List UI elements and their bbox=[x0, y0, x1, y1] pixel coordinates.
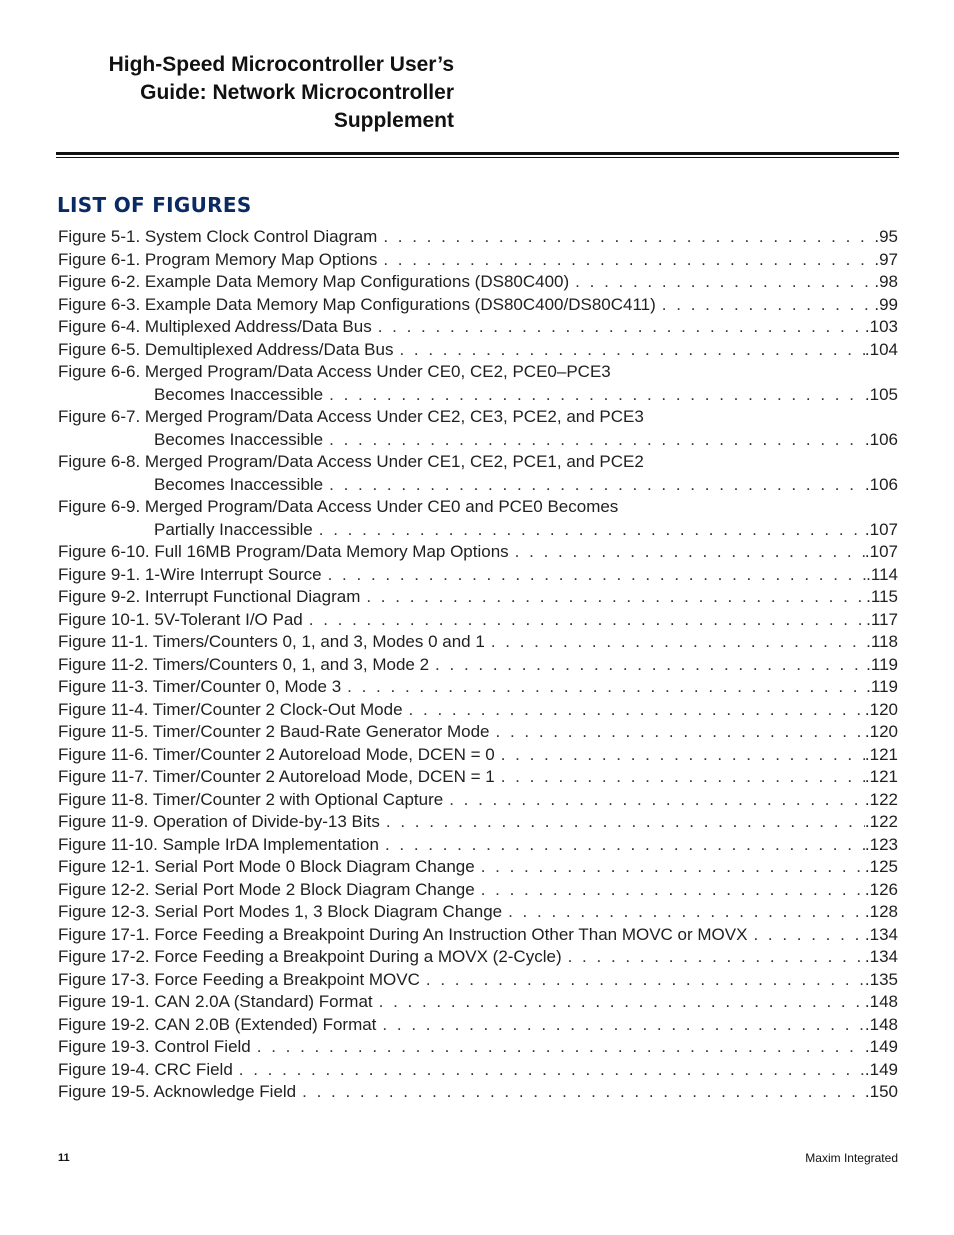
toc-entry[interactable] bbox=[58, 1014, 898, 1037]
toc-entry-text: Figure 19-3. Control Field bbox=[58, 1037, 251, 1056]
toc-entry-line bbox=[58, 541, 898, 564]
dot-leader bbox=[515, 541, 865, 564]
toc-entry-page: .95 bbox=[874, 227, 898, 246]
toc-entry-page: .122 bbox=[864, 812, 898, 831]
dot-leader bbox=[409, 699, 865, 722]
toc-entry-page: .126 bbox=[864, 879, 898, 899]
toc-entry-page: .125 bbox=[864, 857, 898, 876]
toc-entry-line bbox=[58, 519, 898, 542]
toc-entry-text: Figure 19-2. CAN 2.0B (Extended) Format bbox=[58, 1014, 377, 1034]
toc-entry-text: Partially Inaccessible bbox=[154, 519, 313, 539]
dot-leader bbox=[481, 856, 865, 879]
toc-entry-line bbox=[58, 316, 898, 339]
footer-page-number: 11 bbox=[58, 1152, 70, 1164]
toc-entry-text: Figure 6-1. Program Memory Map Options bbox=[58, 249, 378, 269]
toc-entry-page: .119 bbox=[866, 654, 898, 674]
toc-entry-line bbox=[58, 654, 898, 677]
dot-leader bbox=[399, 339, 864, 362]
dot-leader bbox=[319, 519, 865, 542]
toc-entry-text: Figure 11-1. Timers/Counters 0, 1, and 3, Modes 0 and 1 bbox=[58, 632, 485, 651]
toc-entry-page: .135 bbox=[864, 969, 898, 989]
toc-entry-text: Figure 19-1. CAN 2.0A (Standard) Format bbox=[58, 992, 373, 1011]
toc-entry-text: Figure 9-2. Interrupt Functional Diagram bbox=[58, 587, 361, 606]
toc-entry-page: .117 bbox=[866, 609, 898, 629]
section-heading: LIST OF FIGURES bbox=[57, 193, 252, 217]
toc-entry[interactable] bbox=[58, 1036, 898, 1059]
toc-entry-line bbox=[58, 1014, 898, 1037]
toc-entry-page: .134 bbox=[864, 947, 898, 966]
toc-entry-line bbox=[58, 249, 898, 272]
toc-entry-text: Figure 12-2. Serial Port Mode 2 Block Diagram Change bbox=[58, 879, 475, 899]
toc-entry-text: Figure 11-2. Timers/Counters 0, 1, and 3, Mode 2 bbox=[58, 654, 430, 674]
toc-entry[interactable] bbox=[58, 766, 898, 789]
toc-entry[interactable] bbox=[58, 451, 898, 496]
toc-entry-text: Figure 11-9. Operation of Divide-by-13 Bits bbox=[58, 812, 380, 831]
toc-entry-page: .120 bbox=[864, 699, 898, 719]
toc-entry-line bbox=[58, 384, 898, 407]
toc-entry-text: Figure 17-2. Force Feeding a Breakpoint During a MOVX (2-Cycle) bbox=[58, 947, 562, 966]
toc-entry[interactable] bbox=[58, 991, 898, 1014]
toc-entry-line bbox=[58, 631, 898, 654]
toc-entry-page: .118 bbox=[866, 632, 898, 651]
toc-entry-line bbox=[58, 609, 898, 632]
toc-entry-page: .105 bbox=[864, 384, 898, 404]
toc-entry-page: .148 bbox=[864, 1014, 898, 1034]
toc-entry[interactable] bbox=[58, 339, 898, 362]
toc-entry-text: Figure 11-6. Timer/Counter 2 Autoreload Mode, DCEN = 0 bbox=[58, 744, 495, 764]
dot-leader bbox=[385, 834, 865, 857]
toc-entry-line bbox=[58, 946, 898, 969]
toc-entry-page: .106 bbox=[864, 474, 898, 494]
toc-entry[interactable] bbox=[58, 901, 898, 924]
dot-leader bbox=[309, 609, 866, 632]
toc-entry-text: Figure 19-5. Acknowledge Field bbox=[58, 1082, 297, 1101]
toc-entry-text: Figure 17-1. Force Feeding a Breakpoint During An Instruction Other Than MOVC or MOVX bbox=[58, 924, 748, 944]
header-rule-thin bbox=[56, 157, 899, 158]
toc-entry-line bbox=[58, 294, 898, 317]
toc-entry-page: .99 bbox=[874, 294, 898, 314]
toc-entry-line bbox=[58, 834, 898, 857]
toc-entry-text: Figure 12-3. Serial Port Modes 1, 3 Block Diagram Change bbox=[58, 902, 503, 921]
toc-entry-line bbox=[58, 1059, 898, 1082]
toc-entry[interactable] bbox=[58, 541, 898, 564]
document-title-line: Supplement bbox=[333, 109, 454, 132]
toc-entry-text: Figure 17-3. Force Feeding a Breakpoint MOVC bbox=[58, 969, 420, 989]
toc-entry-line bbox=[58, 564, 898, 587]
toc-entry-text: Figure 6-3. Example Data Memory Map Configurations (DS80C400/DS80C411) bbox=[58, 294, 656, 314]
toc-entry[interactable] bbox=[58, 744, 898, 767]
toc-entry[interactable] bbox=[58, 699, 898, 722]
dot-leader bbox=[378, 316, 865, 339]
dot-leader bbox=[302, 1081, 865, 1104]
toc-entry[interactable] bbox=[58, 969, 898, 992]
toc-entry-text: Becomes Inaccessible bbox=[154, 384, 324, 404]
toc-entry-text: Becomes Inaccessible bbox=[154, 429, 324, 449]
toc-entry-text: Figure 19-4. CRC Field bbox=[58, 1059, 233, 1079]
dot-leader bbox=[379, 991, 865, 1014]
toc-entry-page: .149 bbox=[864, 1037, 898, 1056]
toc-entry[interactable] bbox=[58, 406, 898, 451]
dot-leader bbox=[662, 294, 875, 317]
toc-entry-page: .107 bbox=[864, 519, 898, 539]
dot-leader bbox=[508, 901, 865, 924]
toc-entry-line bbox=[58, 924, 898, 947]
dot-leader bbox=[383, 226, 874, 249]
toc-entry[interactable] bbox=[58, 294, 898, 317]
dot-leader bbox=[329, 384, 865, 407]
toc-entry-text: Figure 12-1. Serial Port Mode 0 Block Diagram Change bbox=[58, 857, 475, 876]
toc-entry-text: Figure 6-4. Multiplexed Address/Data Bus bbox=[58, 317, 372, 336]
dot-leader bbox=[347, 676, 866, 699]
dot-leader bbox=[501, 766, 865, 789]
dot-leader bbox=[383, 249, 874, 272]
document-title-line: Guide: Network Microcontroller bbox=[140, 81, 454, 104]
toc-entry-line bbox=[58, 429, 898, 452]
toc-entry-line bbox=[58, 226, 898, 249]
toc-entry-line bbox=[58, 721, 898, 744]
dot-leader bbox=[496, 721, 865, 744]
toc-entry-text: Figure 5-1. System Clock Control Diagram bbox=[58, 227, 378, 246]
toc-entry-line bbox=[58, 901, 898, 924]
dot-leader bbox=[575, 271, 874, 294]
list-of-figures bbox=[58, 226, 898, 1104]
dot-leader bbox=[481, 879, 865, 902]
toc-entry[interactable] bbox=[58, 316, 898, 339]
toc-entry-text: Figure 6-2. Example Data Memory Map Configurations (DS80C400) bbox=[58, 272, 570, 291]
toc-entry[interactable] bbox=[58, 249, 898, 272]
toc-entry-page: .121 bbox=[864, 744, 898, 764]
toc-entry-page: .104 bbox=[864, 339, 898, 359]
toc-entry-line bbox=[58, 271, 898, 294]
toc-entry-page: .103 bbox=[864, 317, 898, 336]
toc-entry-text: Figure 6-10. Full 16MB Program/Data Memory Map Options bbox=[58, 542, 509, 561]
dot-leader bbox=[753, 924, 864, 947]
toc-entry[interactable] bbox=[58, 226, 898, 249]
toc-entry-text: Figure 11-10. Sample IrDA Implementation bbox=[58, 834, 379, 854]
toc-entry-page: .115 bbox=[866, 587, 898, 606]
toc-entry-page: .121 bbox=[864, 767, 898, 786]
toc-entry-text: Figure 9-1. 1-Wire Interrupt Source bbox=[58, 564, 322, 584]
toc-entry[interactable] bbox=[58, 721, 898, 744]
toc-entry-line bbox=[58, 1081, 898, 1104]
toc-entry[interactable] bbox=[58, 856, 898, 879]
dot-leader bbox=[386, 811, 865, 834]
toc-entry-text: Figure 11-7. Timer/Counter 2 Autoreload Mode, DCEN = 1 bbox=[58, 767, 495, 786]
toc-entry-text: Figure 6-8. Merged Program/Data Access Under CE1, CE2, PCE1, and PCE2 bbox=[58, 452, 644, 471]
document-title-line: High-Speed Microcontroller User’s bbox=[108, 53, 454, 76]
toc-entry-line bbox=[58, 766, 898, 789]
document-title bbox=[56, 51, 454, 135]
toc-entry-text: Figure 11-3. Timer/Counter 0, Mode 3 bbox=[58, 677, 342, 696]
toc-entry[interactable] bbox=[58, 924, 898, 947]
dot-leader bbox=[329, 429, 865, 452]
toc-entry-page: .119 bbox=[866, 677, 898, 696]
toc-entry-page: .97 bbox=[874, 249, 898, 269]
toc-entry[interactable] bbox=[58, 1081, 898, 1104]
dot-leader bbox=[426, 969, 865, 992]
toc-entry-line bbox=[58, 586, 898, 609]
toc-entry-page: .123 bbox=[864, 834, 898, 854]
toc-entry-text: Figure 6-6. Merged Program/Data Access Under CE0, CE2, PCE0–PCE3 bbox=[58, 362, 611, 381]
toc-entry[interactable] bbox=[58, 879, 898, 902]
toc-entry-text: Figure 6-9. Merged Program/Data Access Under CE0 and PCE0 Becomes bbox=[58, 497, 619, 516]
toc-entry[interactable] bbox=[58, 496, 898, 541]
toc-entry-line bbox=[58, 699, 898, 722]
toc-entry-line bbox=[58, 1036, 898, 1059]
toc-entry-line bbox=[58, 744, 898, 767]
dot-leader bbox=[449, 789, 865, 812]
toc-entry-line bbox=[58, 856, 898, 879]
toc-entry-page: .120 bbox=[864, 722, 898, 741]
dot-leader bbox=[568, 946, 865, 969]
toc-entry-page: .149 bbox=[864, 1059, 898, 1079]
toc-entry[interactable] bbox=[58, 834, 898, 857]
toc-entry[interactable] bbox=[58, 586, 898, 609]
toc-entry-text: Figure 10-1. 5V-Tolerant I/O Pad bbox=[58, 609, 303, 629]
footer-brand: Maxim Integrated bbox=[805, 1151, 898, 1165]
dot-leader bbox=[366, 586, 866, 609]
dot-leader bbox=[382, 1014, 864, 1037]
toc-entry[interactable] bbox=[58, 271, 898, 294]
toc-entry-text: Becomes Inaccessible bbox=[154, 474, 324, 494]
toc-entry[interactable] bbox=[58, 609, 898, 632]
dot-leader bbox=[501, 744, 865, 767]
toc-entry-text: Figure 11-8. Timer/Counter 2 with Optional Capture bbox=[58, 789, 444, 809]
toc-entry-page: .114 bbox=[866, 564, 898, 584]
toc-entry[interactable] bbox=[58, 946, 898, 969]
toc-entry[interactable] bbox=[58, 564, 898, 587]
toc-entry-line bbox=[58, 474, 898, 497]
toc-entry-text: Figure 6-7. Merged Program/Data Access Under CE2, CE3, PCE2, and PCE3 bbox=[58, 407, 644, 426]
toc-entry-page: .150 bbox=[864, 1082, 898, 1101]
toc-entry-line bbox=[58, 789, 898, 812]
toc-entry-page: .128 bbox=[864, 902, 898, 921]
toc-entry[interactable] bbox=[58, 789, 898, 812]
toc-entry[interactable] bbox=[58, 631, 898, 654]
toc-entry-line bbox=[58, 991, 898, 1014]
toc-entry-page: .134 bbox=[864, 924, 898, 944]
toc-entry-line bbox=[58, 811, 898, 834]
toc-entry-text: Figure 6-5. Demultiplexed Address/Data Bus bbox=[58, 339, 394, 359]
dot-leader bbox=[435, 654, 866, 677]
toc-entry[interactable] bbox=[58, 361, 898, 406]
toc-entry[interactable] bbox=[58, 654, 898, 677]
dot-leader bbox=[239, 1059, 865, 1082]
toc-entry[interactable] bbox=[58, 811, 898, 834]
toc-entry-page: .148 bbox=[864, 992, 898, 1011]
toc-entry[interactable] bbox=[58, 1059, 898, 1082]
toc-entry-line bbox=[58, 969, 898, 992]
dot-leader bbox=[491, 631, 866, 654]
header-rule-thick bbox=[56, 152, 899, 155]
toc-entry-line bbox=[58, 676, 898, 699]
toc-entry-text: Figure 11-5. Timer/Counter 2 Baud-Rate Generator Mode bbox=[58, 722, 490, 741]
toc-entry-page: .107 bbox=[864, 542, 898, 561]
dot-leader bbox=[329, 474, 865, 497]
toc-entry-line bbox=[58, 879, 898, 902]
dot-leader bbox=[328, 564, 867, 587]
toc-entry-text: Figure 11-4. Timer/Counter 2 Clock-Out Mode bbox=[58, 699, 403, 719]
toc-entry[interactable] bbox=[58, 676, 898, 699]
toc-entry-page: .98 bbox=[874, 272, 898, 291]
toc-entry-page: .122 bbox=[864, 789, 898, 809]
dot-leader bbox=[257, 1036, 865, 1059]
toc-entry-line bbox=[58, 339, 898, 362]
toc-entry-page: .106 bbox=[864, 429, 898, 449]
